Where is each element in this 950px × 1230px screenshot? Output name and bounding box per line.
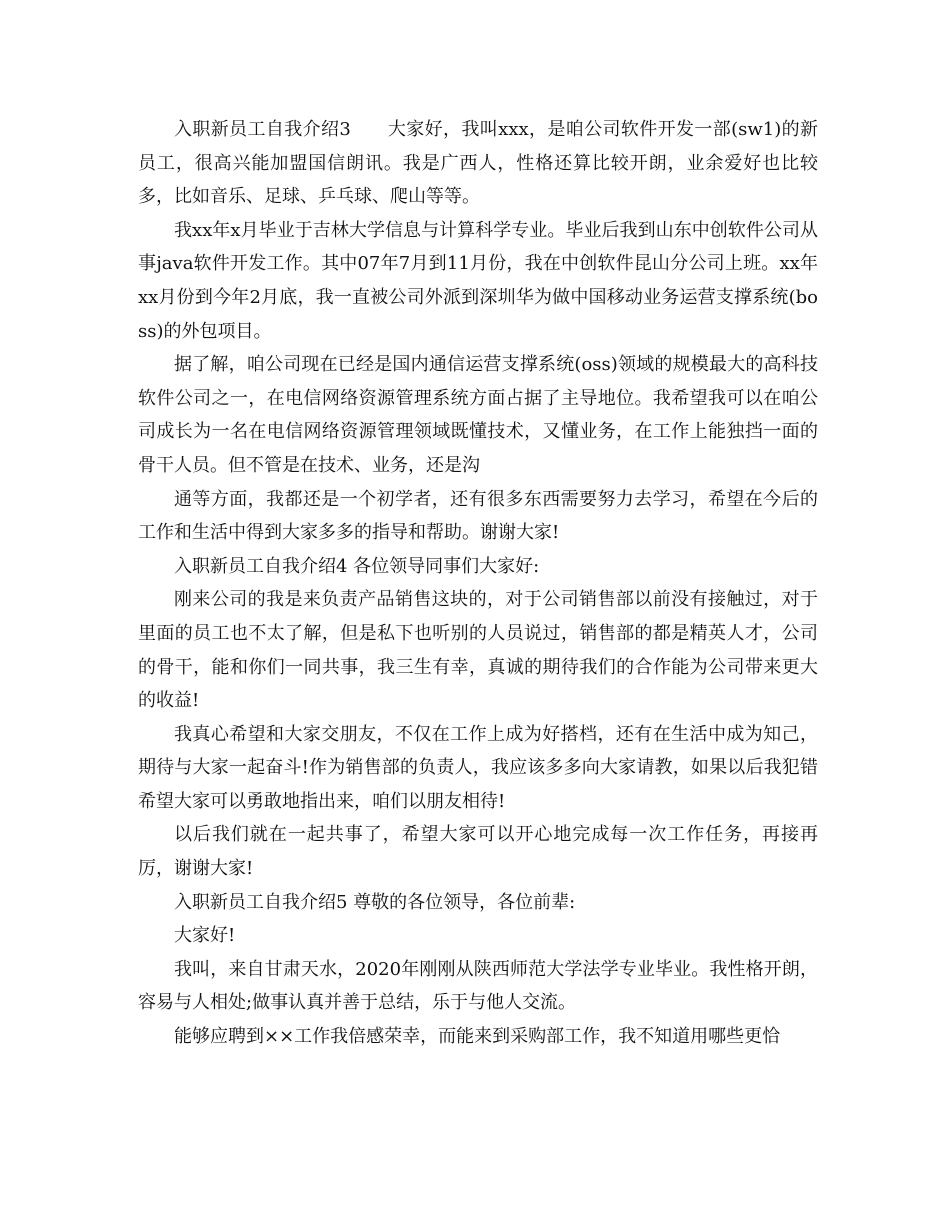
document-body: [138, 113, 818, 1054]
paragraph-greeting: 大家好!: [174, 925, 236, 947]
paragraph-intro-5-heading: 入职新员工自我介绍5 尊敬的各位领导，各位前辈:: [174, 891, 576, 913]
paragraph-make-friends: 我真心希望和大家交朋友，不仅在工作上成为好搭档，还有在生活中成为知己，期待与大家一起奋斗!作为销售部的负责人，我应该多多向大家请教，如果以后我犯错希望大家可以勇敢地指出来，咱们以朋友相待!: [138, 723, 818, 812]
paragraph-education-work: 我xx年x月毕业于吉林大学信息与计算科学专业。毕业后我到山东中创软件公司从事java软件开发工作。其中07年7月到11月份，我在中创软件昆山分公司上班。xx年xx月份到今年2月底，我一直被公司外派到深圳华为做中国移动业务运营支撑系统(boss)的外包项目。: [138, 219, 818, 342]
paragraph-self-background: 我叫，来自甘肃天水，2020年刚刚从陕西师范大学法学专业毕业。我性格开朗，容易与人相处;做事认真并善于总结，乐于与他人交流。: [138, 958, 818, 1014]
paragraph-company-goals: 据了解，咱公司现在已经是国内通信运营支撑系统(oss)领域的规模最大的高科技软件公司之一，在电信网络资源管理系统方面占据了主导地位。我希望我可以在咱公司成长为一名在电信网络资源管理领域既懂技术，又懂业务，在工作上能独挡一面的骨干人员。但不管是在技术、业务，还是沟: [138, 354, 818, 476]
paragraph-learning-thanks: 通等方面，我都还是一个初学者，还有很多东西需要努力去学习，希望在今后的工作和生活中得到大家多多的指导和帮助。谢谢大家!: [138, 488, 818, 544]
paragraph-sales-role: 刚来公司的我是来负责产品销售这块的，对于公司销售部以前没有接触过，对于里面的员工也不太了解，但是私下也听别的人员说过，销售部的都是精英人才，公司的骨干，能和你们一同共事，我三生有幸，真诚的期待我们的合作能为公司带来更大的收益!: [138, 589, 818, 712]
paragraph-intro-3: 入职新员工自我介绍3 大家好，我叫xxx，是咱公司软件开发一部(sw1)的新员工，很高兴能加盟国信朗讯。我是广西人，性格还算比较开朗，业余爱好也比较多，比如音乐、足球、乒乓球、爬山等等。: [138, 119, 818, 208]
paragraph-work-together: 以后我们就在一起共事了，希望大家可以开心地完成每一次工作任务，再接再厉，谢谢大家!: [138, 824, 818, 880]
paragraph-intro-4-heading: 入职新员工自我介绍4 各位领导同事们大家好:: [174, 555, 540, 577]
paragraph-procurement: 能够应聘到××工作我倍感荣幸，而能来到采购部工作，我不知道用哪些更恰: [174, 1026, 781, 1048]
